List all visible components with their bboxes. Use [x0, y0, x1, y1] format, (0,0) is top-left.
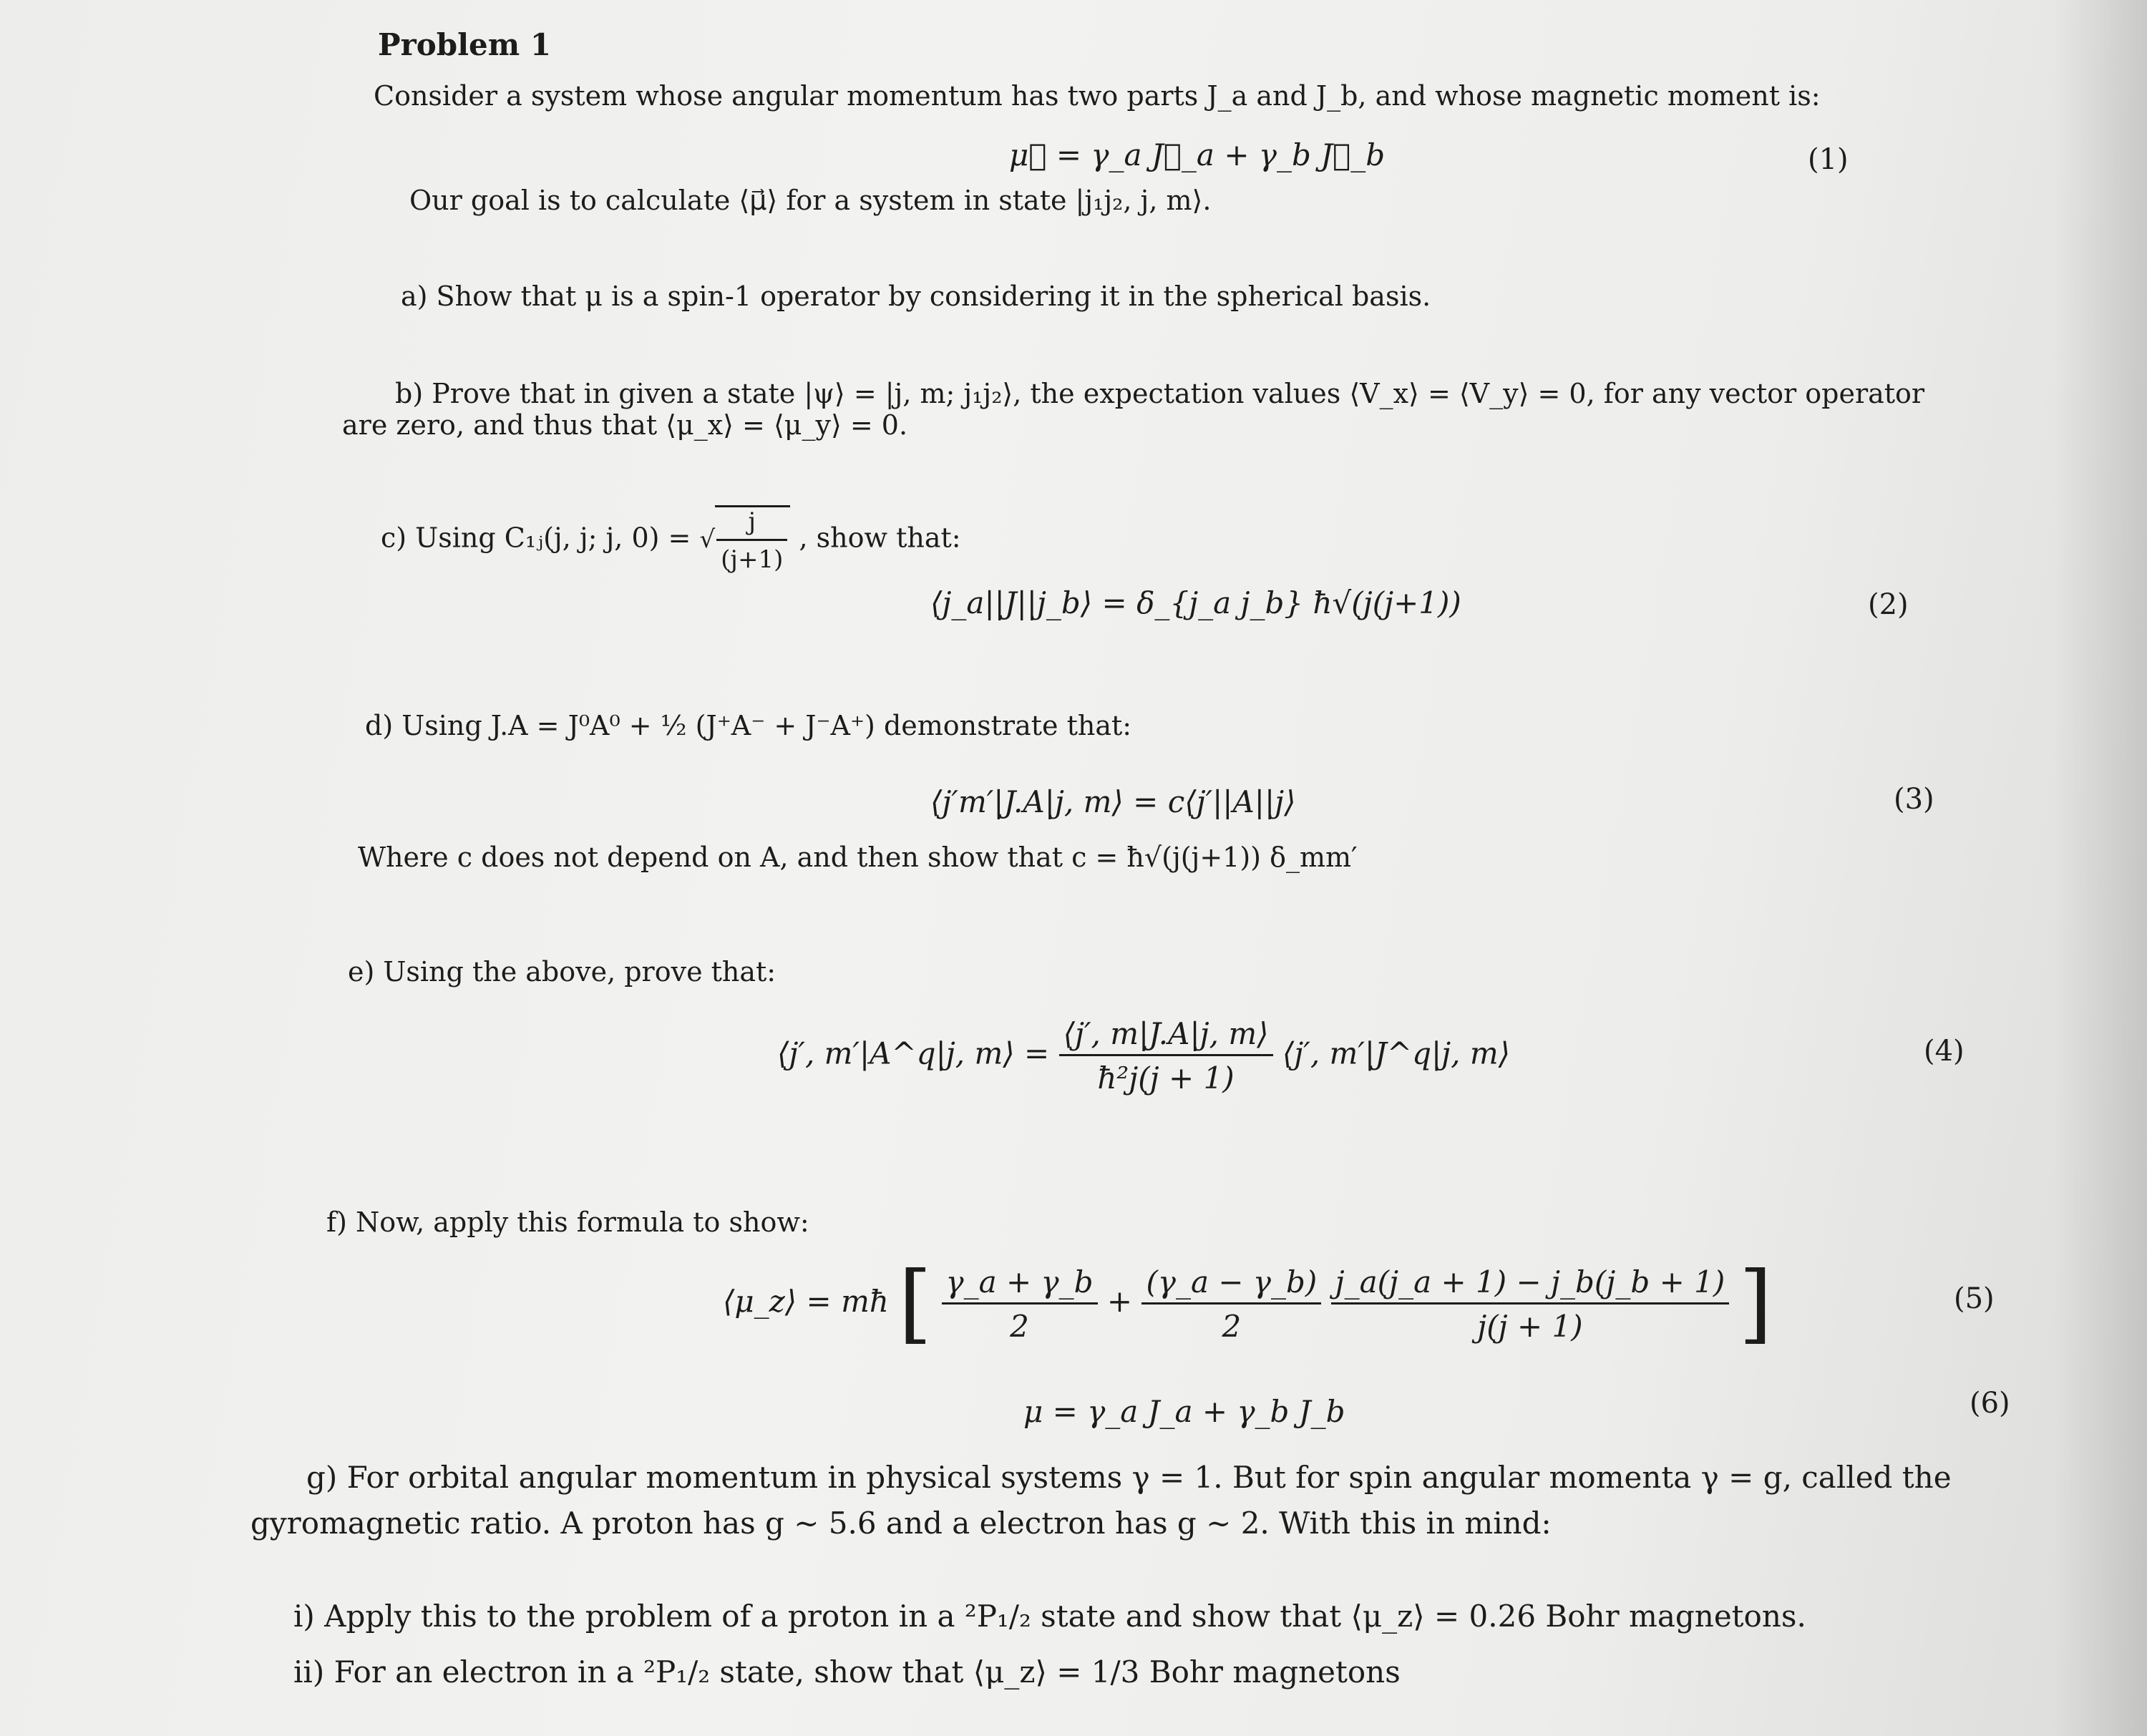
plus-sign: + — [1106, 1284, 1142, 1319]
fraction-1-denominator: 2 — [1010, 1308, 1029, 1344]
equation-1: μ⃗ = γ_a J⃗_a + γ_b J⃗_b — [1009, 137, 1386, 172]
equation-5 — [723, 1254, 1773, 1353]
equation-2-number: (2) — [1868, 588, 1909, 621]
fraction-3-denominator: j(j + 1) — [1477, 1308, 1583, 1344]
part-d-text: d) Using J.A = J⁰A⁰ + ½ (J⁺A⁻ + J⁻A⁺) demonstrate that: — [365, 710, 1132, 741]
equation-4-lhs: ⟨j′, m′|A^q|j, m⟩ = — [777, 1035, 1050, 1071]
intro-text: Consider a system whose angular momentum has two parts J_a and J_b, and whose magnetic moment is: — [374, 80, 1821, 112]
fraction-2-numerator: (γ_a − γ_b) — [1141, 1264, 1321, 1305]
part-g-ii-text: ii) For an electron in a ²P₁/₂ state, show that ⟨μ_z⟩ = 1/3 Bohr magnetons — [293, 1654, 1401, 1689]
right-bracket: ] — [1738, 1254, 1773, 1353]
equation-4-number: (4) — [1924, 1035, 1965, 1068]
equation-5-fraction-1 — [942, 1264, 1098, 1344]
part-c-text — [381, 505, 961, 574]
problem-title: Problem 1 — [378, 27, 552, 62]
equation-5-lhs: ⟨μ_z⟩ = mħ — [723, 1284, 889, 1319]
part-g-line-1: g) For orbital angular momentum in physical systems γ = 1. But for spin angular momenta γ = g, called the — [306, 1460, 1952, 1495]
equation-3-number: (3) — [1894, 783, 1934, 816]
part-d-where-text: Where c does not depend on A, and then show that c = ħ√(j(j+1)) δ_mm′ — [358, 842, 1358, 873]
goal-text: Our goal is to calculate ⟨μ⃗⟩ for a system in state |j₁j₂, j, m⟩. — [409, 185, 1212, 216]
equation-5-number: (5) — [1954, 1282, 1995, 1315]
part-g-i-text: i) Apply this to the problem of a proton in a ²P₁/₂ state and show that ⟨μ_z⟩ = 0.26 Bohr magnetons. — [293, 1599, 1806, 1634]
part-f-text: f) Now, apply this formula to show: — [326, 1206, 809, 1238]
clebsch-gordan-sqrt: √ $\frac{j}{(j+1)}$ — [699, 525, 790, 554]
equation-1-number: (1) — [1808, 143, 1849, 176]
equation-6-number: (6) — [1970, 1387, 2010, 1420]
equation-5-fraction-2 — [1141, 1264, 1321, 1344]
part-b-line-2: are zero, and thus that ⟨μ_x⟩ = ⟨μ_y⟩ = 0. — [342, 409, 908, 441]
fraction-3-numerator: j_a(j_a + 1) − j_b(j_b + 1) — [1331, 1264, 1730, 1305]
part-e-text: e) Using the above, prove that: — [348, 956, 776, 988]
equation-4-denominator: ħ²j(j + 1) — [1097, 1060, 1235, 1096]
part-g-line-2: gyromagnetic ratio. A proton has g ∼ 5.6 and a electron has g ∼ 2. With this in mind: — [250, 1506, 1552, 1541]
paper-edge-shadow — [2054, 0, 2147, 1736]
part-c-lead: c) Using C₁ⱼ(j, j; j, 0) = — [381, 522, 691, 554]
equation-4-fraction — [1059, 1016, 1273, 1096]
fraction-1-numerator: γ_a + γ_b — [942, 1264, 1098, 1305]
equation-6: μ = γ_a J_a + γ_b J_b — [1023, 1394, 1345, 1429]
equation-3: ⟨j′m′|J.A|j, m⟩ = c⟨j′||A||j⟩ — [930, 784, 1296, 819]
equation-4 — [777, 1016, 1510, 1096]
equation-4-numerator: ⟨j′, m|J.A|j, m⟩ — [1059, 1016, 1273, 1056]
part-a-text: a) Show that μ is a spin-1 operator by considering it in the spherical basis. — [401, 281, 1431, 312]
equation-5-fraction-3 — [1331, 1264, 1730, 1344]
left-bracket: [ — [898, 1254, 933, 1353]
equation-2: ⟨j_a||J||j_b⟩ = δ_{j_a j_b} ħ√(j(j+1)) — [930, 585, 1461, 620]
part-c-tail: , show that: — [799, 522, 961, 554]
equation-4-rhs: ⟨j′, m′|J^q|j, m⟩ — [1282, 1035, 1511, 1071]
part-b-line-1: b) Prove that in given a state |ψ⟩ = |j, m; j₁j₂⟩, the expectation values ⟨V_x⟩ = ⟨V_y⟩ = 0, for any vector operator — [395, 378, 1925, 409]
fraction-2-denominator: 2 — [1222, 1308, 1242, 1344]
